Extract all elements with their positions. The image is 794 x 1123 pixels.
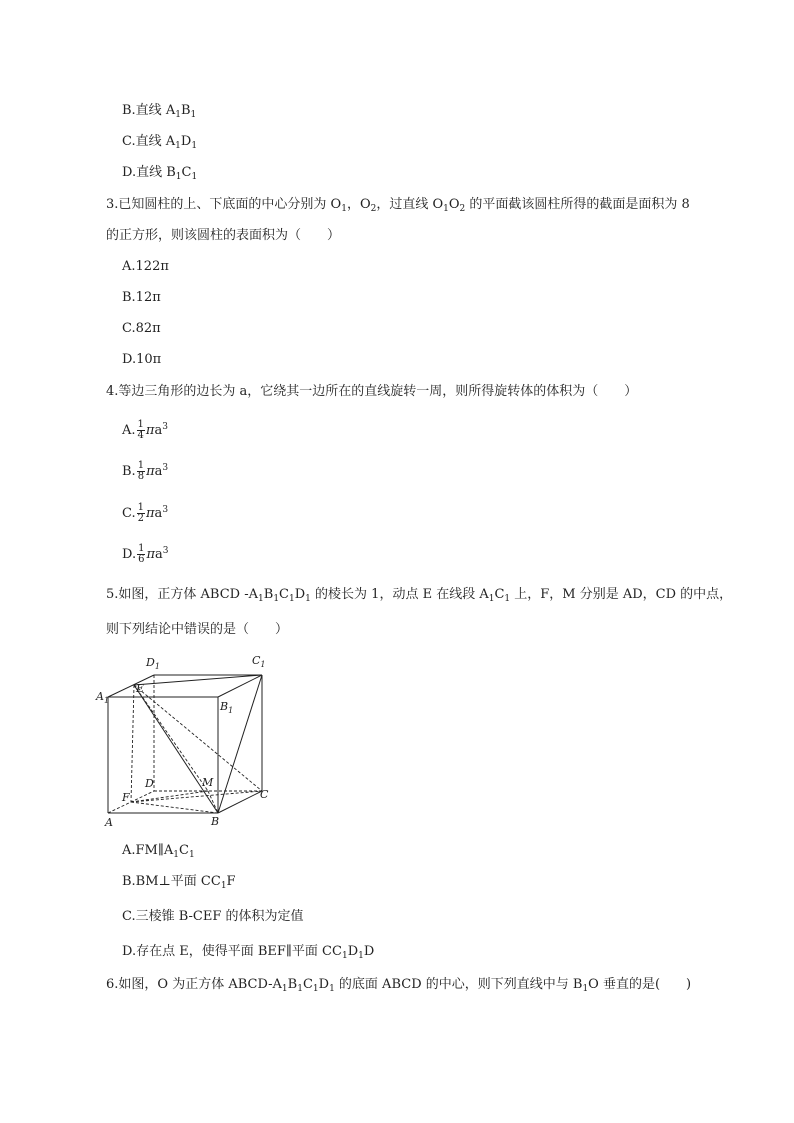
q4-option-d: D. $\frac{1}{6}$ $\pi a^3$ xyxy=(122,543,169,565)
segment-em-hidden xyxy=(134,685,208,791)
q5-option-c: C.三棱锥 B-CEF 的体积为定值 xyxy=(122,909,304,924)
edge-bc xyxy=(218,791,262,813)
segment-fb-hidden xyxy=(131,802,218,813)
q2-option-b: B.直线 $A_1B_1$ xyxy=(122,103,197,120)
q3-option-a: A.122π xyxy=(122,259,169,274)
fraction: $\frac{1}{6}$ xyxy=(138,543,145,565)
q3-stem-line2: 的正方形，则该圆柱的表面积为（ ） xyxy=(106,228,341,243)
segment-eb xyxy=(134,685,218,813)
q5-option-d: D.存在点 E，使得平面 BEF∥平面 $CC_1D_1D$ xyxy=(122,944,375,961)
q2-option-c: C.直线 $A_1D_1$ xyxy=(122,134,198,151)
q5-option-a: $A.FM\parallel A_1C_1$ xyxy=(122,843,195,860)
cube-figure xyxy=(94,650,284,835)
q4-option-a: A. $\frac{1}{4}$ $\pi a^3$ xyxy=(122,419,168,441)
label-b1: $B_1$ xyxy=(220,700,234,715)
label-f: F xyxy=(122,791,130,804)
q2-option-d: D.直线 $B_1C_1$ xyxy=(122,165,198,182)
segment-ec-hidden xyxy=(134,685,262,791)
q6-stem: 6.如图，O 为正方体 ABCD-$A_1B_1C_1D_1$ 的底面 ABCD 的中心，则下列直线中与 $B_1O$ 垂直的是( ) xyxy=(106,977,692,994)
q5-stem-line2: 则下列结论中错误的是（ ） xyxy=(106,622,289,637)
q4-option-b: B. $\frac{1}{8}$ $\pi a^3$ xyxy=(122,460,169,482)
segment-ef-hidden xyxy=(131,685,134,802)
fraction: $\frac{1}{8}$ xyxy=(137,460,145,482)
label-d1: $D_1$ xyxy=(146,656,160,671)
label-m: M xyxy=(202,776,214,789)
fraction: $\frac{1}{2}$ xyxy=(137,502,144,524)
fraction: $\frac{1}{4}$ xyxy=(137,419,144,441)
q5-option-b: B.BM⊥平面 $CC_1F$ xyxy=(122,874,236,891)
q3-option-c: C.82π xyxy=(122,321,161,336)
q3-stem-line1: 3.已知圆柱的上、下底面的中心分别为 $O_1$，$O_2$，过直线 $O_1O_2$ 的平面截该圆柱所得的截面是面积为 8 xyxy=(106,197,690,214)
segment-mb-hidden xyxy=(208,791,218,813)
q5-stem-line1: 5.如图，正方体 ABCD $-A_1B_1C_1D_1$ 的棱长为 1，动点 E 在线段 $A_1C_1$ 上，F，M 分别是 AD，CD 的中点， xyxy=(106,587,733,604)
label-b: B xyxy=(211,815,220,828)
label-a: A xyxy=(105,816,113,829)
label-d: D xyxy=(145,777,154,790)
label-c: C xyxy=(260,788,269,801)
q4-option-c: C. $\frac{1}{2}$ $\pi a^3$ xyxy=(122,502,169,524)
label-a1: $A_1$ xyxy=(96,690,110,705)
edge-a1d1 xyxy=(108,675,154,697)
segment-ec1 xyxy=(134,675,262,685)
q4-stem: 4.等边三角形的边长为 a，它绕其一边所在的直线旋转一周，则所得旋转体的体积为（ ） xyxy=(106,384,638,399)
segment-bc1 xyxy=(218,675,262,813)
label-c1: $C_1$ xyxy=(252,654,266,669)
q3-option-d: D.10π xyxy=(122,352,162,367)
q3-option-b: B.12π xyxy=(122,290,161,305)
label-e: E xyxy=(136,682,145,695)
